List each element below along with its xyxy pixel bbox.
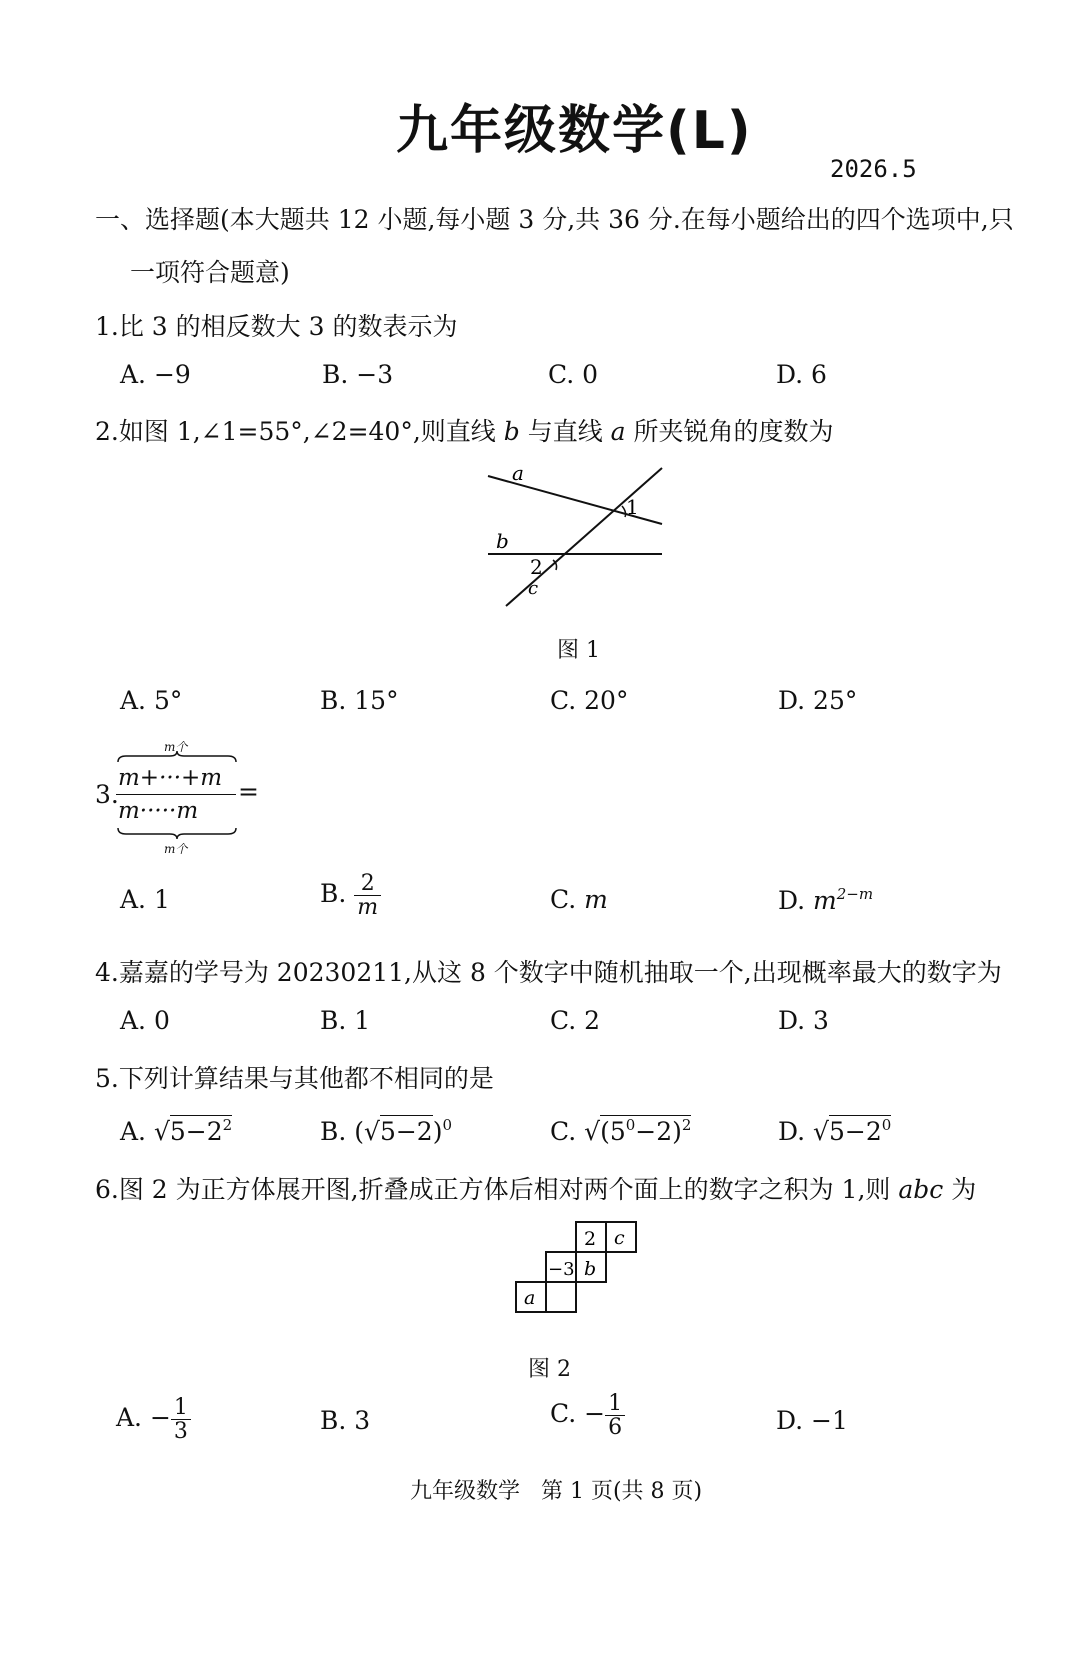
figure-1-caption: 图 1 (557, 638, 600, 663)
radicand-text: (5 (600, 1117, 626, 1146)
q5-option-b (320, 1116, 452, 1146)
denominator: 3 (173, 1419, 188, 1445)
cell-b-text: b (584, 1258, 597, 1280)
q4-option-c: C. 2 (550, 1006, 601, 1035)
q5-option-a (120, 1116, 232, 1146)
fraction-bar (116, 794, 236, 795)
line-a-var: a (610, 417, 626, 446)
option-letter-radical: B. (√ (320, 1117, 380, 1146)
page-footer: 九年级数学 第 1 页(共 8 页) (410, 1479, 703, 1504)
question-stem: 嘉嘉的学号为 20230211,从这 8 个数字中随机抽取一个,出现概率最大的数字为 (118, 958, 1002, 987)
q1-option-a: A. −9 (120, 360, 191, 389)
cell-a-text: a (524, 1287, 536, 1309)
denominator: 6 (608, 1415, 623, 1441)
q4-option-d: D. 3 (778, 1006, 829, 1035)
label-a: a (512, 461, 524, 485)
q1-option-c: C. 0 (548, 360, 599, 389)
question-number: 1. (95, 312, 119, 341)
option-letter-radical: C. √ (550, 1117, 601, 1146)
numerator: 1 (605, 1392, 625, 1416)
q4-option-b: B. 1 (320, 1006, 371, 1035)
option-letter: C. − (550, 1399, 606, 1429)
q3-option-d (778, 885, 873, 915)
stem-text: 所夹锐角的度数为 (625, 417, 834, 446)
numerator: 2 (354, 872, 381, 896)
stem-text: 为 (943, 1175, 977, 1204)
question-stem: 比 3 的相反数大 3 的数表示为 (118, 312, 458, 341)
radicand-text: −2) (635, 1117, 682, 1146)
radicand-text: 5−2 (828, 1117, 882, 1146)
fraction (605, 1392, 625, 1439)
radicand-text: 5−2 (169, 1117, 223, 1146)
q3-option-c (550, 885, 608, 914)
equals-sign: = (238, 777, 259, 806)
stem-text: 图 2 为正方体展开图,折叠成正方体后相对两个面上的数字之积为 1,则 (118, 1175, 899, 1204)
fraction (171, 1396, 191, 1443)
figure-2-cube-net (510, 1218, 640, 1318)
section-heading-line2: 一项符合题意) (130, 258, 290, 287)
top-brace-label: m个 (164, 740, 188, 754)
q2-option-b: B. 15° (320, 686, 399, 715)
denominator: m (357, 895, 379, 921)
close-paren: ) (432, 1117, 443, 1146)
figure-1-diagram (480, 460, 670, 610)
radicand: 5−2 (379, 1117, 433, 1146)
numerator: m+···+m (118, 765, 223, 791)
question-1 (95, 307, 457, 343)
q6-option-a (116, 1396, 191, 1443)
base: m (813, 886, 837, 915)
line-b-var: b (503, 417, 520, 446)
q3-option-b (320, 872, 381, 919)
variable: m (584, 885, 608, 914)
question-number: 5. (95, 1064, 119, 1093)
stem-text: 与直线 (519, 417, 611, 446)
q1-option-b: B. −3 (322, 360, 394, 389)
exam-date: 2026.5 (830, 155, 917, 183)
option-letter-radical: D. √ (778, 1117, 829, 1146)
exponent: 0 (442, 1116, 453, 1134)
q5-option-d (778, 1116, 891, 1146)
option-letter-radical: A. √ (120, 1117, 170, 1146)
radicand (600, 1115, 691, 1146)
q2-option-d: D. 25° (778, 686, 858, 715)
top-brace (116, 750, 238, 764)
question-6 (95, 1170, 976, 1206)
question-4 (95, 953, 1002, 989)
cell-neg3-text: −3 (548, 1259, 575, 1280)
bottom-brace-label: m个 (164, 842, 188, 856)
option-letter: C. (550, 885, 585, 914)
cell-c-text: c (614, 1227, 625, 1249)
label-angle-1: 1 (626, 495, 639, 519)
numerator: 1 (171, 1396, 191, 1420)
question-number: 4. (95, 958, 119, 987)
option-letter: A. − (116, 1403, 171, 1433)
radicand (170, 1115, 232, 1146)
q6-option-d: D. −1 (776, 1406, 848, 1435)
fraction (354, 872, 381, 919)
cell-2-text: 2 (584, 1228, 597, 1250)
radicand (829, 1115, 891, 1146)
option-letter: B. (320, 879, 355, 909)
q4-option-a: A. 0 (120, 1006, 170, 1035)
q5-option-c (550, 1116, 691, 1146)
q2-option-a: A. 5° (120, 686, 183, 715)
page-title: 九年级数学(L) (396, 101, 753, 161)
label-angle-2: 2 (530, 555, 543, 579)
exponent: 2 (681, 1116, 692, 1134)
bottom-brace (116, 826, 238, 840)
question-number: 6. (95, 1175, 119, 1204)
figure-2-caption: 图 2 (528, 1357, 571, 1382)
option-letter: D. (778, 886, 814, 915)
question-2 (95, 412, 834, 448)
question-stem: 下列计算结果与其他都不相同的是 (118, 1064, 494, 1093)
q3-option-a: A. 1 (120, 885, 170, 914)
cell-blank (546, 1282, 576, 1312)
question-3-expression (116, 738, 240, 856)
q1-option-d: D. 6 (776, 360, 827, 389)
q6-option-b: B. 3 (320, 1406, 371, 1435)
denominator: m·····m (118, 798, 199, 824)
exponent: 0 (881, 1116, 892, 1134)
exponent: 2−m (836, 885, 874, 903)
question-number: 2. (95, 417, 119, 446)
q2-option-c: C. 20° (550, 686, 629, 715)
question-5 (95, 1059, 494, 1095)
stem-text: 如图 1,∠1=55°,∠2=40°,则直线 (118, 417, 504, 446)
abc-var: abc (898, 1175, 944, 1204)
section-heading-line1: 一、选择题(本大题共 12 小题,每小题 3 分,共 36 分.在每小题给出的四个选项中,只 (95, 205, 1014, 234)
label-b: b (496, 529, 509, 553)
exponent: 0 (625, 1116, 636, 1134)
exponent: 2 (222, 1116, 233, 1134)
question-3-number: 3. (95, 780, 119, 809)
label-c: c (528, 578, 539, 599)
q6-option-c (550, 1392, 625, 1439)
